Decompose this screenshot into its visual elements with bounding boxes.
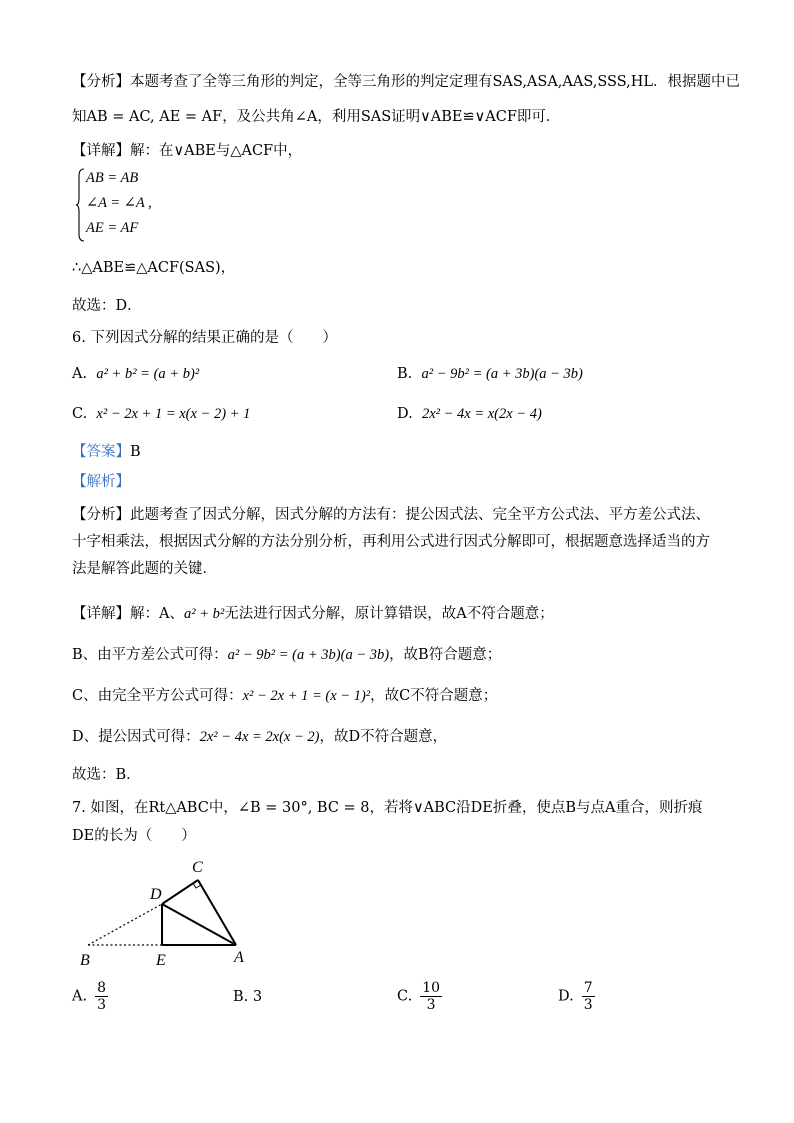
q6-stem: 6. 下列因式分解的结果正确的是（ ） [72, 330, 337, 346]
q6-detail-d-post: ，故D不符合题意， [319, 729, 448, 745]
q7-option-d-label: D. [558, 988, 574, 1005]
q6-option-a-label: A. [72, 366, 88, 382]
detail5-answer: 故选：D． [72, 298, 142, 314]
label-d: D [150, 886, 162, 903]
q6-explain-line [72, 472, 130, 492]
analysis5-text2: 知AB = AC, AE = AF，及公共角∠A，利用SAS证明∨ABE≌∨ACF即可． [72, 109, 561, 125]
q6-detail-d-math: 2x² − 4x = 2x(x − 2) [199, 729, 320, 745]
detail5-conclusion: ∴△ABE≌△ACF(SAS)， [72, 260, 236, 276]
q6-option-b-label: B. [397, 366, 413, 382]
q6-detail-c-math: x² − 2x + 1 = (x − 1)² [242, 688, 371, 704]
q7-option-b [233, 989, 262, 1005]
q6-detail-tag: 【详解】 [72, 606, 130, 622]
q7-option-d-num: 7 [583, 980, 593, 996]
analysis5-line2 [72, 107, 560, 127]
q6-option-d [397, 406, 542, 423]
q6-detail-b-pre: B、由平方差公式可得： [72, 647, 228, 663]
analysis5-text1: 本题考查了全等三角形的判定，全等三角形的判定定理有SAS,ASA,AAS,SSS,HL．根据题中已 [130, 74, 741, 90]
q6-detail-d [72, 727, 447, 747]
q6-explain-tag: 【解析】 [72, 474, 130, 490]
q7-stem-line2: DE的长为（ ） [72, 828, 196, 844]
q7-option-d-fraction [582, 980, 595, 1013]
q6-option-b [397, 366, 583, 383]
q6-analysis [72, 502, 722, 583]
q6-detail-c-post: ，故C不符合题意； [370, 688, 498, 704]
q7-option-a-label: A. [72, 988, 88, 1005]
q6-analysis-tag: 【分析】 [72, 507, 130, 523]
analysis5-tag: 【分析】 [72, 74, 130, 90]
label-e: E [156, 952, 166, 969]
q7-option-a-fraction [95, 980, 108, 1013]
system-row-1: AB = AB [86, 170, 139, 186]
segment-dc [162, 880, 198, 904]
q7-option-a-den: 3 [97, 997, 107, 1013]
q7-option-d [558, 980, 595, 1013]
system-row-3: AE = AF [86, 220, 139, 236]
q6-option-a [72, 366, 199, 383]
q6-detail-b [72, 645, 501, 665]
q6-answer-tag: 【答案】 [72, 444, 130, 460]
q6-option-b-text: a² − 9b² = (a + 3b)(a − 3b) [421, 366, 583, 382]
label-c: C [192, 859, 203, 876]
q6-detail-d-pre: D、提公因式可得： [72, 729, 200, 745]
q7-option-c-label: C. [397, 988, 413, 1005]
q7-option-c-den: 3 [426, 997, 436, 1013]
q7-option-c-num: 10 [422, 980, 441, 996]
q6-option-c-label: C. [72, 406, 88, 422]
q6-answer-line [72, 442, 141, 462]
q6-detail-a-pre: 解：A、 [130, 606, 184, 622]
q6-analysis-text: 此题考查了因式分解，因式分解的方法有：提公因式法、完全平方公式法、平方差公式法、十字相乘法，根据因式分解的方法分别分析，再利用公式进行因式分解即可，根据题意选择适当的方法是解答此题的关键． [72, 507, 710, 577]
q6-detail-a [72, 604, 554, 624]
q7-option-a-num: 8 [97, 980, 107, 996]
q6-option-a-text: a² + b² = (a + b)² [96, 366, 200, 382]
q7-option-b-text: 3 [252, 989, 263, 1005]
q6-detail-b-post: ，故B符合题意； [389, 647, 502, 663]
left-brace-icon [76, 168, 86, 242]
q6-option-d-text: 2x² − 4x = x(2x − 4) [421, 406, 542, 422]
q6-option-d-label: D. [397, 406, 413, 422]
q6-detail-c-pre: C、由完全平方公式可得： [72, 688, 243, 704]
q6-option-c [72, 406, 250, 423]
q6-detail-a-math: a² + b² [183, 606, 225, 622]
q7-option-a [72, 980, 108, 1013]
detail5-tag: 【详解】 [72, 143, 130, 159]
q6-detail-c [72, 686, 497, 706]
label-b: B [80, 952, 90, 969]
q6-detail-a-post: 无法进行因式分解，原计算错误，故A不符合题意； [224, 606, 554, 622]
q6-answer: B [130, 444, 141, 460]
detail5-intro [72, 141, 302, 161]
q6-detail-b-math: a² − 9b² = (a + 3b)(a − 3b) [227, 647, 390, 663]
triangle-figure [72, 855, 272, 973]
dotted-line-bd [88, 904, 162, 945]
q7-option-d-den: 3 [583, 997, 593, 1013]
system-row-2: ∠A = ∠A , [86, 195, 152, 211]
q7-option-b-label: B. [233, 989, 249, 1005]
analysis5-line1 [72, 72, 740, 92]
q6-final: 故选：B． [72, 767, 141, 783]
q7-stem-line1: 7. 如图，在Rt△ABC中，∠B = 30°, BC = 8，若将∨ABC沿DE折叠，使点B与点A重合，则折痕 [72, 800, 703, 816]
label-a: A [234, 949, 244, 966]
detail5-intro-text: 解：在∨ABE与△ACF中， [130, 143, 303, 159]
q6-option-c-text: x² − 2x + 1 = x(x − 2) + 1 [96, 406, 251, 422]
q7-option-c-fraction [420, 980, 442, 1013]
q7-option-c [397, 980, 442, 1013]
